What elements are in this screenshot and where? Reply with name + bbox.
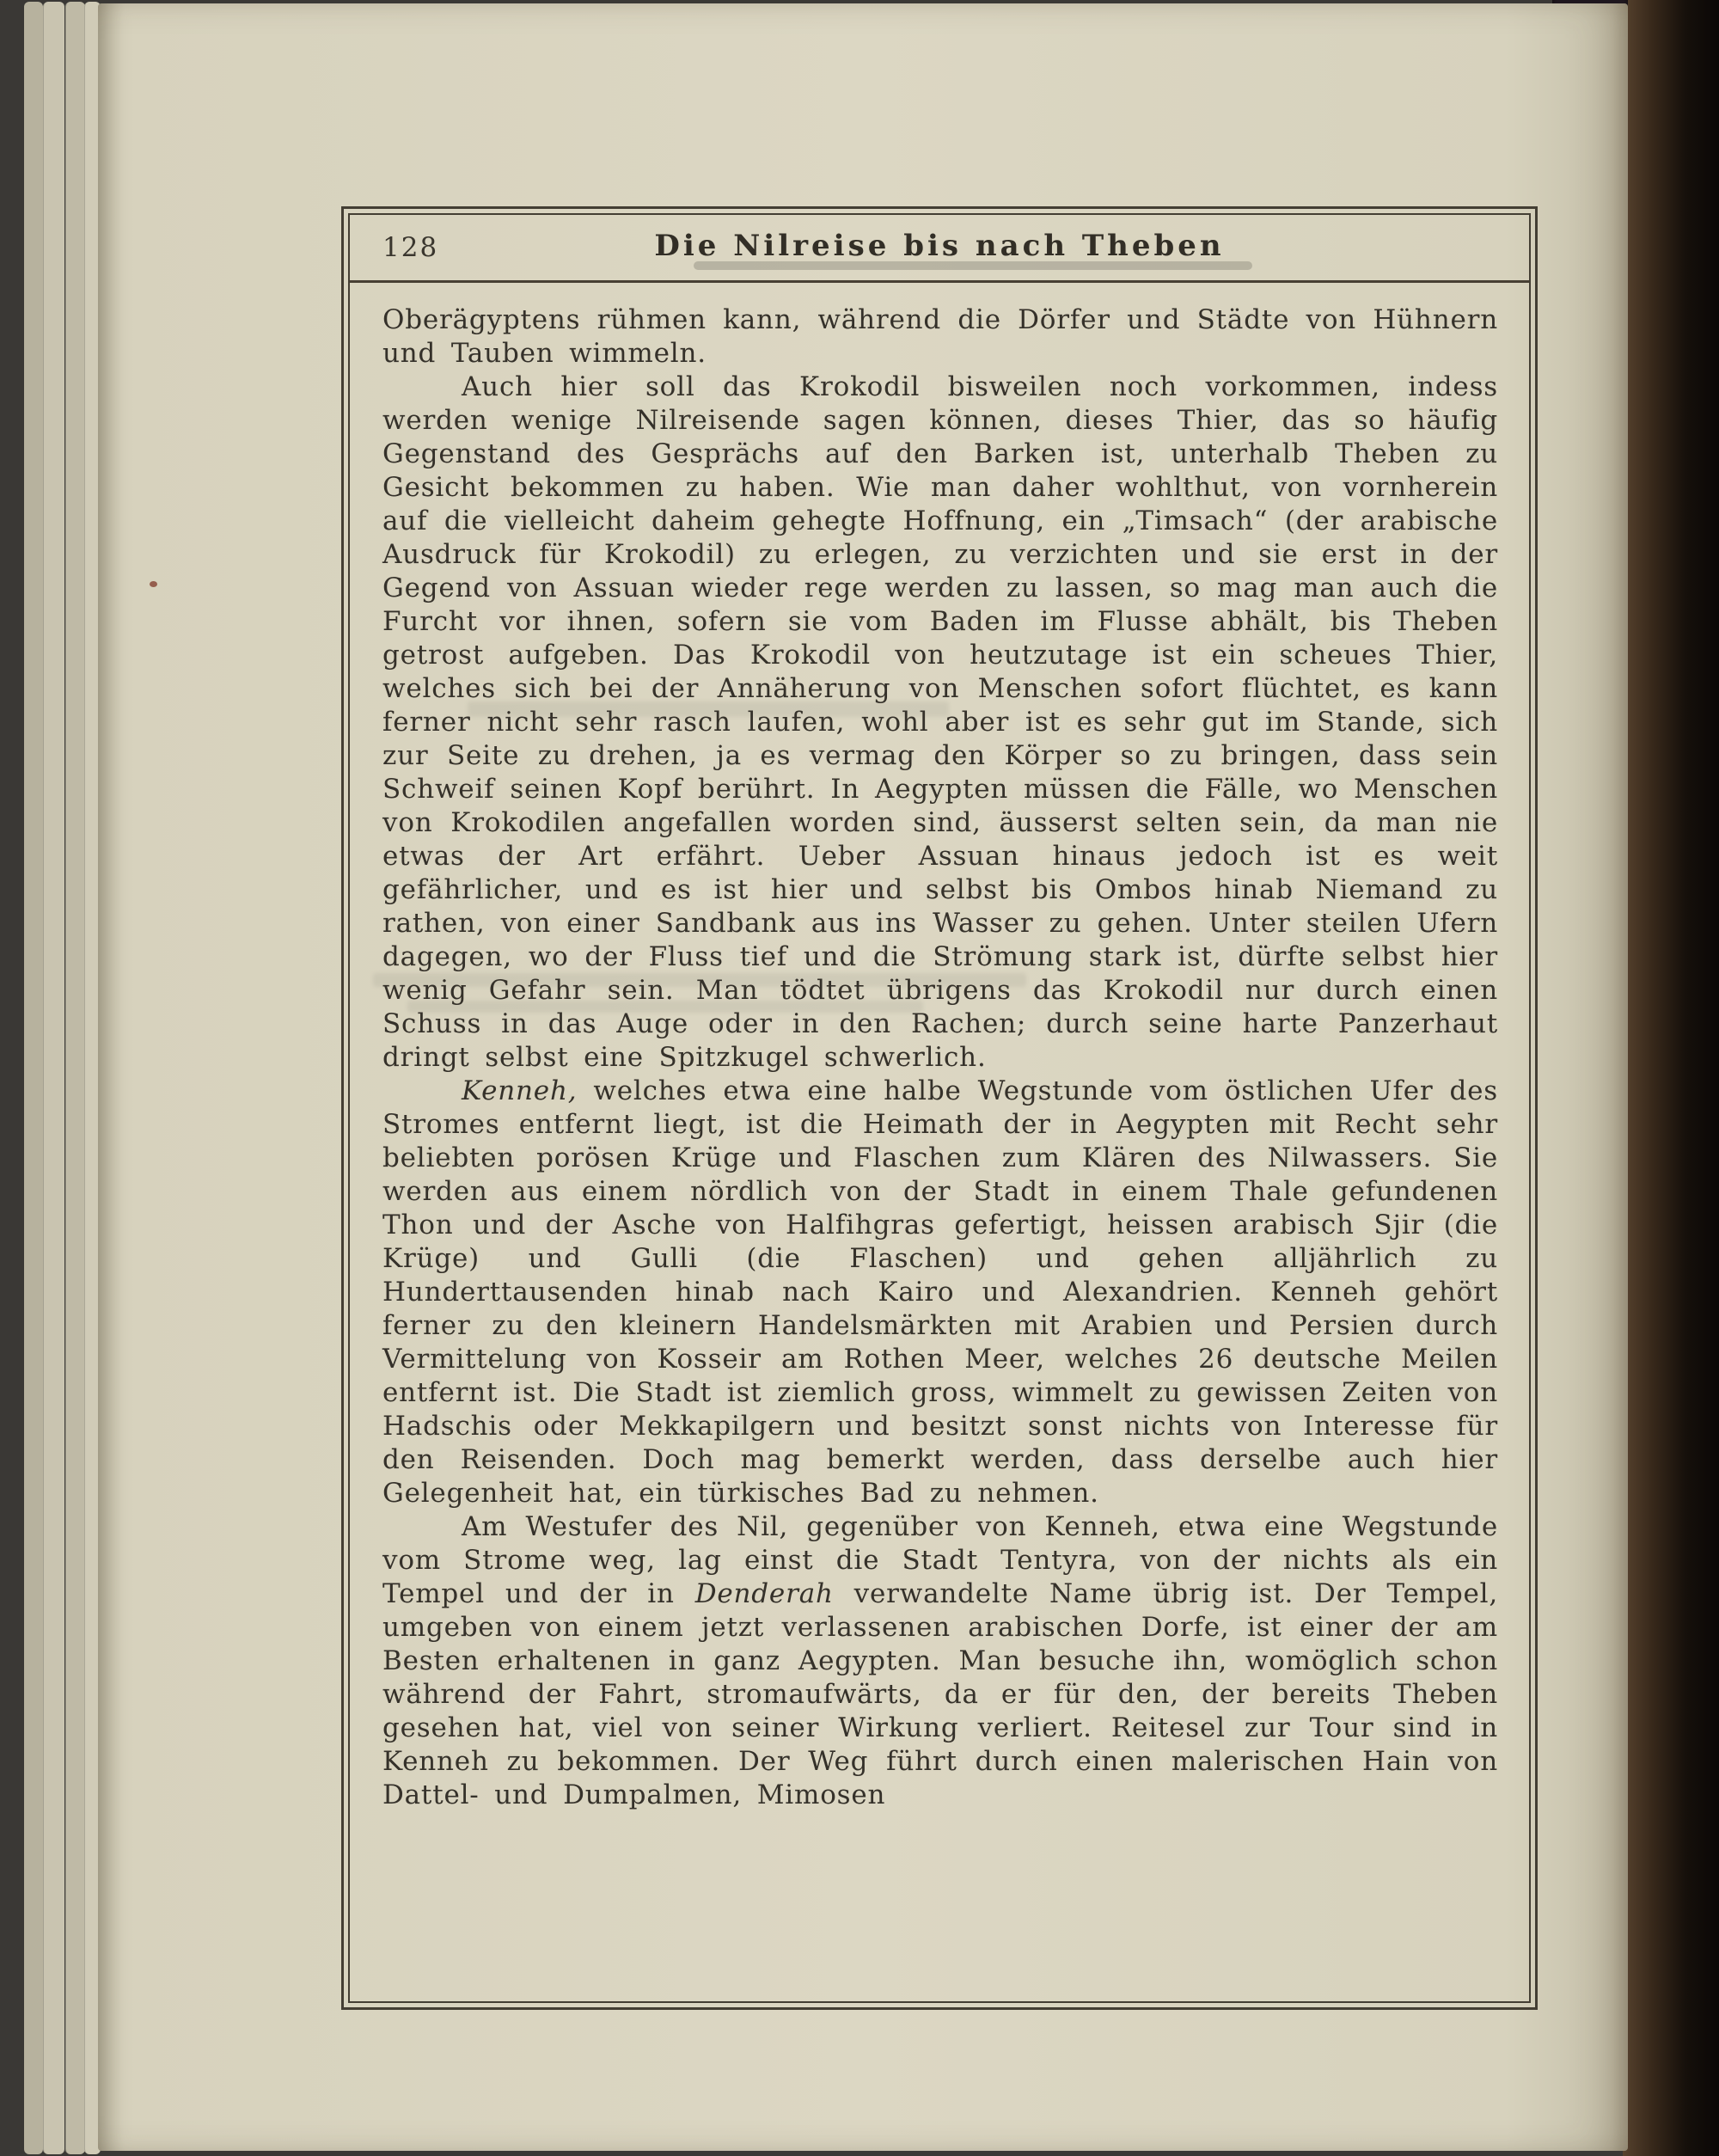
paragraph <box>382 303 1498 371</box>
paragraph <box>382 371 1498 1075</box>
running-title: Die Nilreise bis nach Theben <box>654 229 1225 263</box>
page-stack-edge <box>24 2 43 2154</box>
page-stack-edge <box>65 2 85 2154</box>
text-run: Am Westufer des Nil, gegenüber von Kenneh, etwa eine Wegstunde vom Strome weg, lag einst die Stadt Tentyra, von der nichts als ein Tempel und der in <box>382 1511 1498 1609</box>
italic-run: Kenneh, <box>462 1075 578 1106</box>
page-header <box>350 215 1529 280</box>
text-run: Oberägyptens rühmen kann, während die Dörfer und Städte von Hühnern und Tauben wimmeln. <box>382 304 1498 369</box>
book-page <box>98 3 1628 2151</box>
text-frame-inner <box>348 213 1531 2003</box>
page-number: 128 <box>382 232 439 263</box>
text-run: Auch hier soll das Krokodil bisweilen noch vorkommen, indess werden wenige Nilreisende sagen können, dieses Thier, das so häufig Gegenstand des Gesprächs auf den Barken ist, unterhalb Theben zu Gesicht bekommen zu haben. Wie man daher wohlthut, von vornherein auf die vielleicht daheim gehegte Hoffnung, ein „Timsach“ (der arabische Ausdruck für Krokodil) zu erlegen, zu verzichten und sie erst in der Gegend von Assuan wieder rege werden zu lassen, so mag man auch die Furcht vor ihnen, sofern sie vom Baden im Flusse abhält, bis Theben getrost aufgeben. Das Krokodil von heutzutage ist ein scheues Thier, welches sich bei der Annäherung von Menschen sofort flüchtet, es kann ferner nicht sehr rasch laufen, wohl aber ist es sehr gut im Stande, sich zur Seite zu drehen, ja es vermag den Körper so zu bringen, dass sein Schweif seinen Kopf berührt. In Aegypten müssen die Fälle, wo Menschen von Krokodilen angefallen worden sind, äusserst selten sein, da man nie etwas der Art erfährt. Ueber Assuan hinaus jedoch ist es weit gefährlicher, und es ist hier und selbst bis Ombos hinab Niemand zu rathen, von einer Sandbank aus ins Wasser zu gehen. Unter steilen Ufern dagegen, wo der Fluss tief und die Strömung stark ist, dürfte selbst hier wenig Gefahr sein. Man tödtet übrigens das Krokodil nur durch einen Schuss in das Auge oder in den Rachen; durch seine harte Panzerhaut dringt selbst eine Spitzkugel schwerlich. <box>382 371 1498 1073</box>
page-stack-edge <box>43 2 64 2154</box>
book-binding <box>1623 0 1719 2156</box>
body-text <box>350 283 1529 1812</box>
stain-speck <box>150 581 157 587</box>
text-run: verwandelte Name übrig ist. Der Tempel, umgeben von einem jetzt verlassenen arabischen Dorfe, ist einer der am Besten erhaltenen in ganz Aegypten. Man besuche ihn, womöglich schon während der Fahrt, stromaufwärts, da er für den, der bereits Theben gesehen hat, viel von seiner Wirkung verliert. Reitesel zur Tour sind in Kenneh zu bekommen. Der Weg führt durch einen malerischen Hain von Dattel- und Dumpalmen, Mimosen <box>382 1578 1498 1810</box>
title-underline-smudge <box>694 261 1252 270</box>
text-run: welches etwa eine halbe Wegstunde vom östlichen Ufer des Stromes entfernt liegt, ist die Heimath der in Aegypten mit Recht sehr beliebten porösen Krüge und Flaschen zum Klären des Nilwassers. Sie werden aus einem nördlich von der Stadt in einem Thale gefundenen Thon und der Asche von Halfihgras gefertigt, heissen arabisch Sjir (die Krüge) und Gulli (die Flaschen) und gehen alljährlich zu Hunderttausenden hinab nach Kairo und Alexandrien. Kenneh gehört ferner zu den kleinern Handelsmärkten mit Arabien und Persien durch Vermittelung von Kosseir am Rothen Meer, welches 26 deutsche Meilen entfernt ist. Die Stadt ist ziemlich gross, wimmelt zu gewissen Zeiten von Hadschis oder Mekkapilgern und besitzt sonst nichts von Interesse für den Reisenden. Doch mag bemerkt werden, dass derselbe auch hier Gelegenheit hat, ein türkisches Bad zu nehmen. <box>382 1075 1498 1509</box>
paragraph <box>382 1510 1498 1812</box>
italic-run: Denderah <box>694 1578 834 1609</box>
paragraph <box>382 1075 1498 1510</box>
text-frame <box>341 206 1538 2010</box>
